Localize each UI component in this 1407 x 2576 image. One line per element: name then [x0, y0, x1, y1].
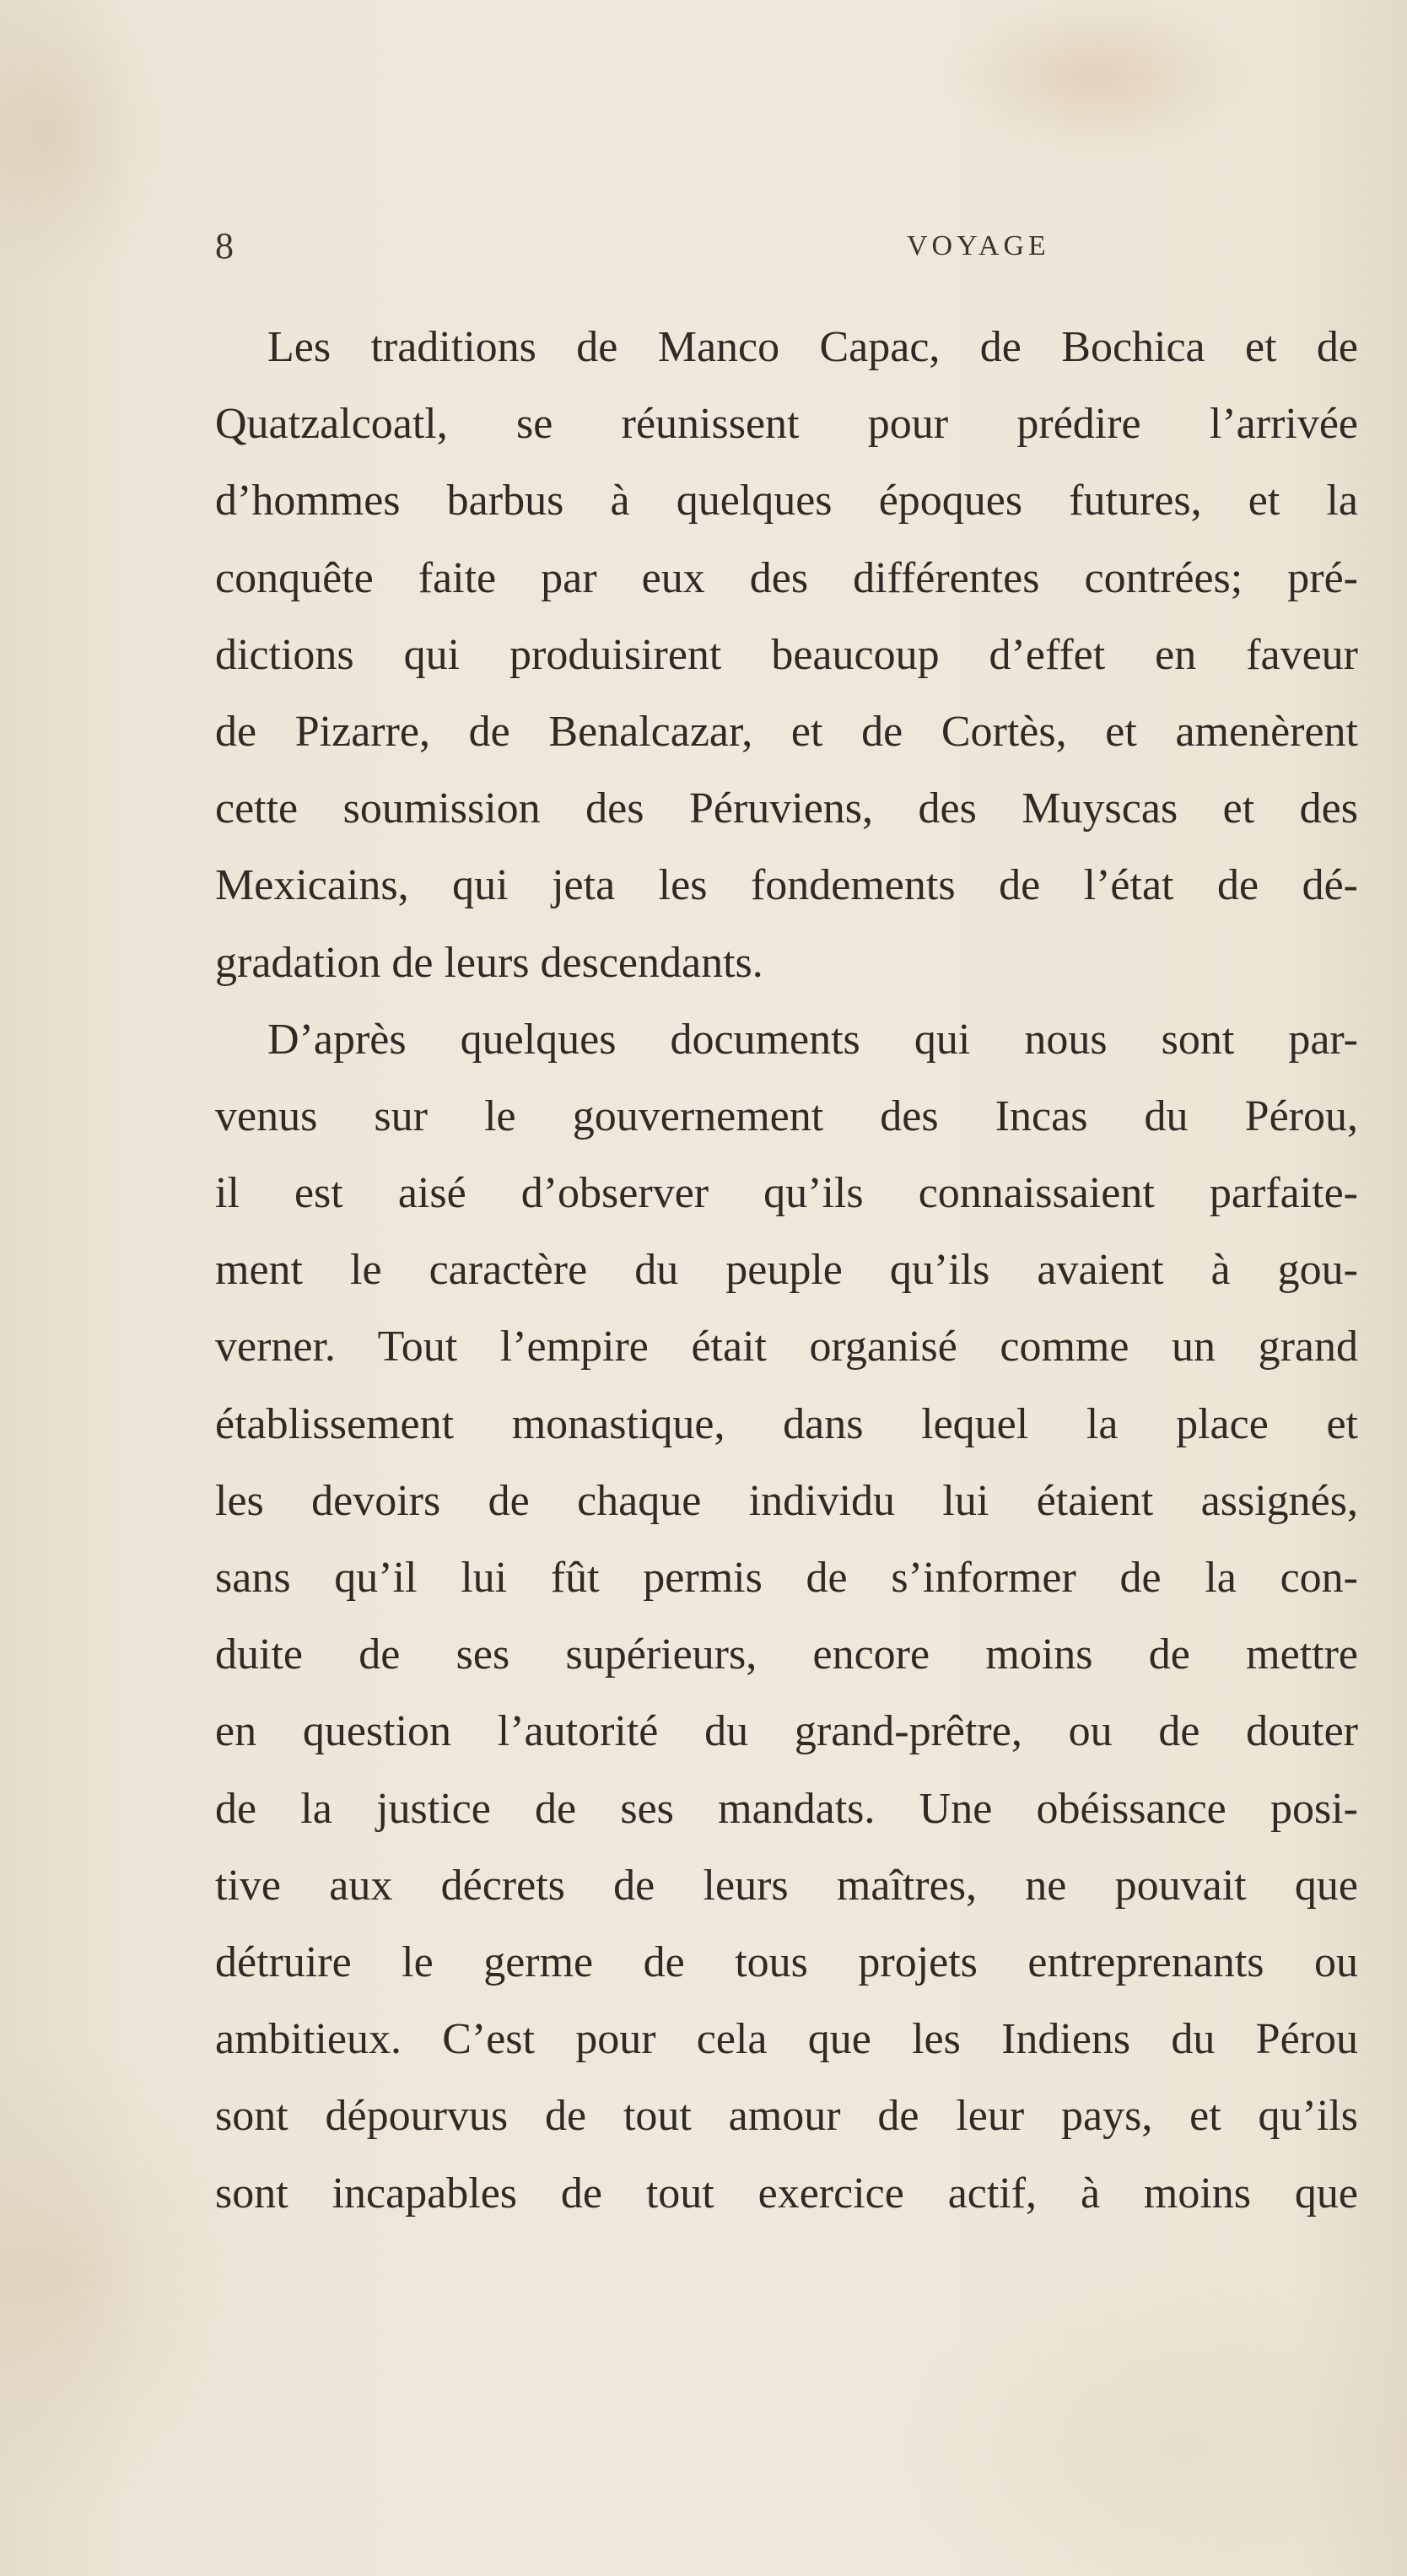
text-line: venus sur le gouvernement des Incas du Pérou, [215, 1091, 1358, 1140]
text-line: sans qu’il lui fût permis de s’informer de la con- [215, 1554, 1358, 1602]
text-line: conquête faite par eux des différentes contrées; pré- [215, 553, 1358, 602]
text-line: ambitieux. C’est pour cela que les Indiens du Pérou [215, 2015, 1358, 2064]
body-text [215, 309, 1358, 2232]
text-line: Les traditions de Manco Capac, de Bochica et de [267, 323, 1358, 371]
page-header [215, 221, 1358, 272]
text-line: D’après quelques documents qui nous sont par- [267, 1015, 1358, 1064]
text-line: duite de ses supérieurs, encore moins de mettre [215, 1630, 1358, 1679]
text-line: Quatzalcoatl, se réunissent pour prédire l’arrivée [215, 400, 1358, 449]
text-line: sont dépourvus de tout amour de leur pays, et qu’ils [215, 2092, 1358, 2141]
text-line: gradation de leurs descendants. [215, 938, 763, 987]
text-line: d’hommes barbus à quelques époques futures, et la [215, 477, 1358, 525]
text-line: en question l’autorité du grand-prêtre, ou de douter [215, 1707, 1358, 1756]
running-head: VOYAGE [907, 230, 1050, 261]
text-line: de Pizarre, de Benalcazar, et de Cortès, et amenèrent [215, 707, 1358, 756]
text-line: Mexicains, qui jeta les fondements de l’état de dé- [215, 861, 1358, 910]
text-line: les devoirs de chaque individu lui étaient assignés, [215, 1476, 1358, 1525]
text-line: dictions qui produisirent beaucoup d’effet en faveur [215, 630, 1358, 679]
text-line: sont incapables de tout exercice actif, à moins que [215, 2169, 1358, 2218]
text-line: de la justice de ses mandats. Une obéissance posi- [215, 1784, 1358, 1833]
text-line: verner. Tout l’empire était organisé comme un grand [215, 1323, 1358, 1372]
text-line: tive aux décrets de leurs maîtres, ne pouvait que [215, 1861, 1358, 1910]
page-number: 8 [215, 225, 234, 267]
text-line: établissement monastique, dans lequel la place et [215, 1399, 1358, 1448]
text-line: cette soumission des Péruviens, des Muyscas et des [215, 784, 1358, 833]
text-line: ment le caractère du peuple qu’ils avaient à gou- [215, 1246, 1358, 1295]
text-line: il est aisé d’observer qu’ils connaissaient parfaite- [215, 1169, 1358, 1218]
text-line: détruire le germe de tous projets entreprenants ou [215, 1937, 1358, 1986]
